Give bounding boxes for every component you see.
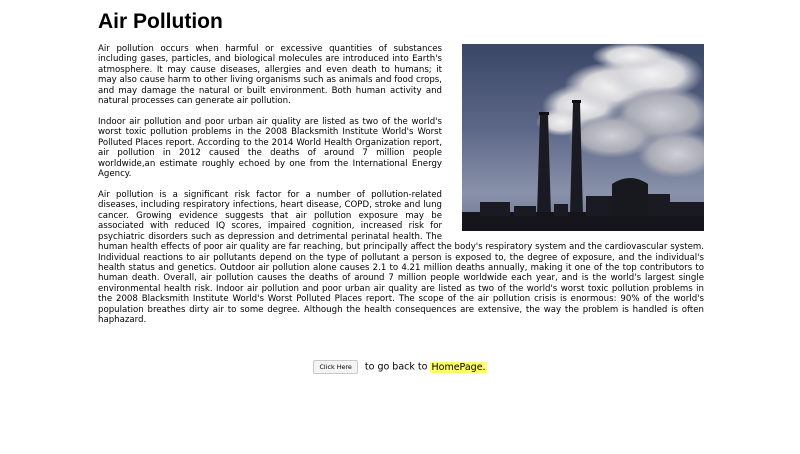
- back-home-button[interactable]: Click Here: [313, 360, 357, 374]
- homepage-link[interactable]: HomePage.: [431, 361, 486, 373]
- paragraph-2: Indoor air pollution and poor urban air quality are listed as two of the world's worst toxic pollution problems in the 2008 Blacksmith Institute World's Worst Polluted Places report. According to the 2014 World Health Organization report, air pollution in 2012 caused the deaths of around 7 million people worldwide,an estimate roughly echoed by one from the International Energy Agency.: [98, 117, 442, 180]
- page-title: Air Pollution: [98, 10, 223, 33]
- footer-nav: [0, 360, 800, 374]
- paragraph-3: Air pollution is a significant risk factor for a number of pollution-related diseases, including respiratory infections, heart disease, COPD, stroke and lung cancer. Growing evidence suggests that air pollution exposure may be associated with reduced IQ scores, impaired cognition, increased risk for psychiatric disorders such as depression and detrimental perinatal health. The human health effects of poor air quality are far reaching, but principally affect the body's respiratory system and the cardiovascular system. Individual reactions to air pollutants depend on the type of pollutant a person is exposed to, the degree of exposure, and the individual's health status and genetics. Outdoor air pollution alone causes 2.1 to 4.21 million deaths annually, making it one of the top contributors to human death. Overall, air pollution causes the deaths of around 7 million people worldwide each year, and is the world's largest single environmental health risk. Indoor air pollution and poor urban air quality are listed as two of the world's worst toxic pollution problems in the 2008 Blacksmith Institute World's Worst Polluted Places report. The scope of the air pollution crisis is enormous: 90% of the world's population breathes dirty air to some degree. Although the health consequences are extensive, the way the problem is handled is often haphazard.: [98, 190, 704, 325]
- article: [98, 8, 704, 336]
- smokestack-photo: [462, 44, 704, 231]
- paragraph-1: Air pollution occurs when harmful or excessive quantities of substances including gases, particles, and biological molecules are introduced into Earth's atmosphere. It may cause diseases, allergies and even death to humans; it may also cause harm to other living organisms such as animals and food crops, and may damage the natural or built environment. Both human activity and natural processes can generate air pollution.: [98, 44, 442, 107]
- footer-text: to go back to: [364, 361, 428, 373]
- article-body: [98, 44, 704, 325]
